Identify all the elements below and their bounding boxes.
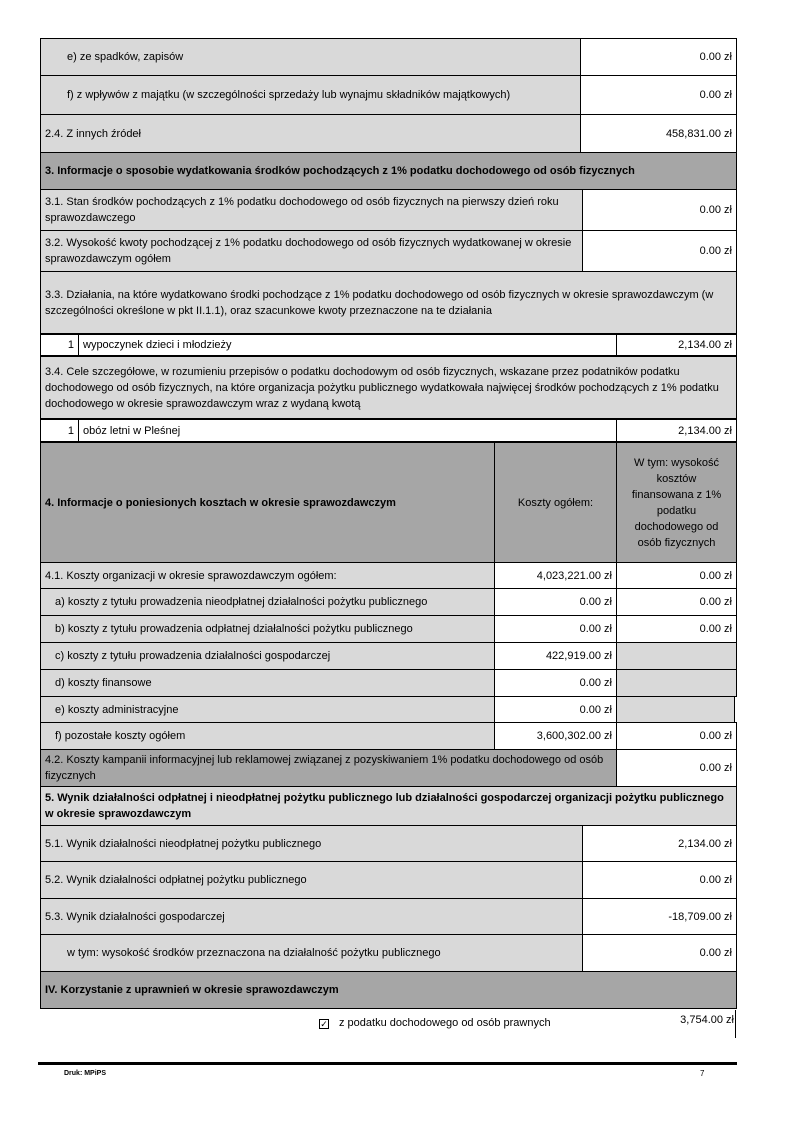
row-53-sub-value[interactable]: 0.00 zł bbox=[582, 934, 737, 972]
row-34-item-num: 1 bbox=[40, 418, 79, 443]
row-24-value[interactable]: 458,831.00 zł bbox=[580, 114, 737, 153]
row-53-sub-label: w tym: wysokość środków przeznaczona na działalność pożytku publicznego bbox=[40, 934, 583, 972]
row-41d-total[interactable]: 0.00 zł bbox=[494, 669, 617, 697]
row-41e-total[interactable]: 0.00 zł bbox=[494, 696, 617, 723]
checkbox-cit[interactable]: ✓ bbox=[320, 1019, 328, 1029]
row-51-value[interactable]: 2,134.00 zł bbox=[582, 825, 737, 862]
row-51-label: 5.1. Wynik działalności nieodpłatnej pożytku publicznego bbox=[40, 825, 583, 862]
row-2f-label: f) z wpływów z majątku (w szczególności sprzedaży lub wynajmu składników majątkowych) bbox=[40, 75, 581, 115]
row-32-label: 3.2. Wysokość kwoty pochodzącej z 1% podatku dochodowego od osób fizycznych wydatkowanej w okresie sprawozdawczym ogółem bbox=[40, 230, 583, 272]
checkbox-cit-label: z podatku dochodowego od osób prawnych bbox=[339, 1017, 551, 1029]
row-41a-total[interactable]: 0.00 zł bbox=[494, 588, 617, 616]
row-41-label: 4.1. Koszty organizacji w okresie sprawozdawczym ogółem: bbox=[40, 562, 495, 589]
row-34-item-label[interactable]: obóz letni w Pleśnej bbox=[78, 418, 617, 443]
col-header-total: Koszty ogółem: bbox=[494, 442, 617, 563]
row-42-value[interactable]: 0.00 zł bbox=[616, 749, 737, 787]
section-4-header: 4. Informacje o poniesionych kosztach w okresie sprawozdawczym bbox=[40, 442, 495, 563]
row-2e-value[interactable]: 0.00 zł bbox=[580, 38, 737, 76]
row-41a-pct[interactable]: 0.00 zł bbox=[616, 588, 737, 616]
row-32-value[interactable]: 0.00 zł bbox=[582, 230, 737, 272]
row-33-item-value[interactable]: 2,134.00 zł bbox=[616, 333, 737, 357]
row-41e-label: e) koszty administracyjne bbox=[40, 696, 495, 723]
row-52-value[interactable]: 0.00 zł bbox=[582, 861, 737, 899]
checkbox-cit-value[interactable]: 3,754.00 zł bbox=[680, 1014, 734, 1026]
footer-page-number: 7 bbox=[700, 1069, 705, 1078]
row-53-label: 5.3. Wynik działalności gospodarczej bbox=[40, 898, 583, 935]
col-header-1pct: W tym: wysokość kosztów finansowana z 1% podatku dochodowego od osób fizycznych bbox=[616, 442, 737, 563]
row-33-item-num: 1 bbox=[40, 333, 79, 357]
row-41d-label: d) koszty finansowe bbox=[40, 669, 495, 697]
row-24-label: 2.4. Z innych źródeł bbox=[40, 114, 581, 153]
section-5-header: 5. Wynik działalności odpłatnej i nieodpłatnej pożytku publicznego lub działalności gospodarczej organizacji pożytku publicznego w okresie sprawozdawczym bbox=[40, 786, 737, 826]
row-33-label: 3.3. Działania, na które wydatkowano środki pochodzące z 1% podatku dochodowego od osób fizycznych w okresie sprawozdawczym (w szczególności określone w pkt II.1.1), oraz szacunkowe kwoty przeznaczone na te działania bbox=[40, 271, 737, 334]
row-34-label: 3.4. Cele szczegółowe, w rozumieniu przepisów o podatku dochodowym od osób fizycznych, wskazane przez podatników podatku dochodowego od osób fizycznych, na które organizacja pożytku publicznego wydatkowała najwięcej środków pochodzących z 1% podatku dochodowego w okresie sprawozdawczym wraz z wydaną kwotą bbox=[40, 356, 737, 419]
row-34-item-value[interactable]: 2,134.00 zł bbox=[616, 418, 737, 443]
row-41f-label: f) pozostałe koszty ogółem bbox=[40, 722, 495, 750]
row-52-label: 5.2. Wynik działalności odpłatnej pożytku publicznego bbox=[40, 861, 583, 899]
section-3-header: 3. Informacje o sposobie wydatkowania środków pochodzących z 1% podatku dochodowego od osób fizycznych bbox=[40, 152, 737, 190]
row-41-total[interactable]: 4,023,221.00 zł bbox=[494, 562, 617, 589]
row-53-value[interactable]: -18,709.00 zł bbox=[582, 898, 737, 935]
row-41f-pct[interactable]: 0.00 zł bbox=[616, 722, 737, 750]
row-31-label: 3.1. Stan środków pochodzących z 1% podatku dochodowego od osób fizycznych na pierwszy dzień roku sprawozdawczego bbox=[40, 189, 583, 231]
section-iv-header: IV. Korzystanie z uprawnień w okresie sprawozdawczym bbox=[40, 971, 737, 1009]
row-31-value[interactable]: 0.00 zł bbox=[582, 189, 737, 231]
row-41a-label: a) koszty z tytułu prowadzenia nieodpłatnej działalności pożytku publicznego bbox=[40, 588, 495, 616]
row-41-pct[interactable]: 0.00 zł bbox=[616, 562, 737, 589]
row-42-label: 4.2. Koszty kampanii informacyjnej lub reklamowej związanej z pozyskiwaniem 1% podatku dochodowego od osób fizycznych bbox=[40, 749, 617, 787]
row-2f-value[interactable]: 0.00 zł bbox=[580, 75, 737, 115]
row-41c-label: c) koszty z tytułu prowadzenia działalności gospodarczej bbox=[40, 642, 495, 670]
row-41b-total[interactable]: 0.00 zł bbox=[494, 615, 617, 643]
footer-rule bbox=[38, 1062, 737, 1065]
row-2e-label: e) ze spadków, zapisów bbox=[40, 38, 581, 76]
value-right-border bbox=[735, 1010, 736, 1038]
row-41e-pct bbox=[616, 696, 735, 723]
row-41c-total[interactable]: 422,919.00 zł bbox=[494, 642, 617, 670]
row-41c-pct bbox=[616, 642, 737, 670]
row-33-item-label[interactable]: wypoczynek dzieci i młodzieży bbox=[78, 333, 617, 357]
row-41f-total[interactable]: 3,600,302.00 zł bbox=[494, 722, 617, 750]
row-41b-pct[interactable]: 0.00 zł bbox=[616, 615, 737, 643]
row-41d-pct bbox=[616, 669, 737, 697]
row-41b-label: b) koszty z tytułu prowadzenia odpłatnej działalności pożytku publicznego bbox=[40, 615, 495, 643]
footer-print-label: Druk: MPiPS bbox=[64, 1070, 107, 1077]
